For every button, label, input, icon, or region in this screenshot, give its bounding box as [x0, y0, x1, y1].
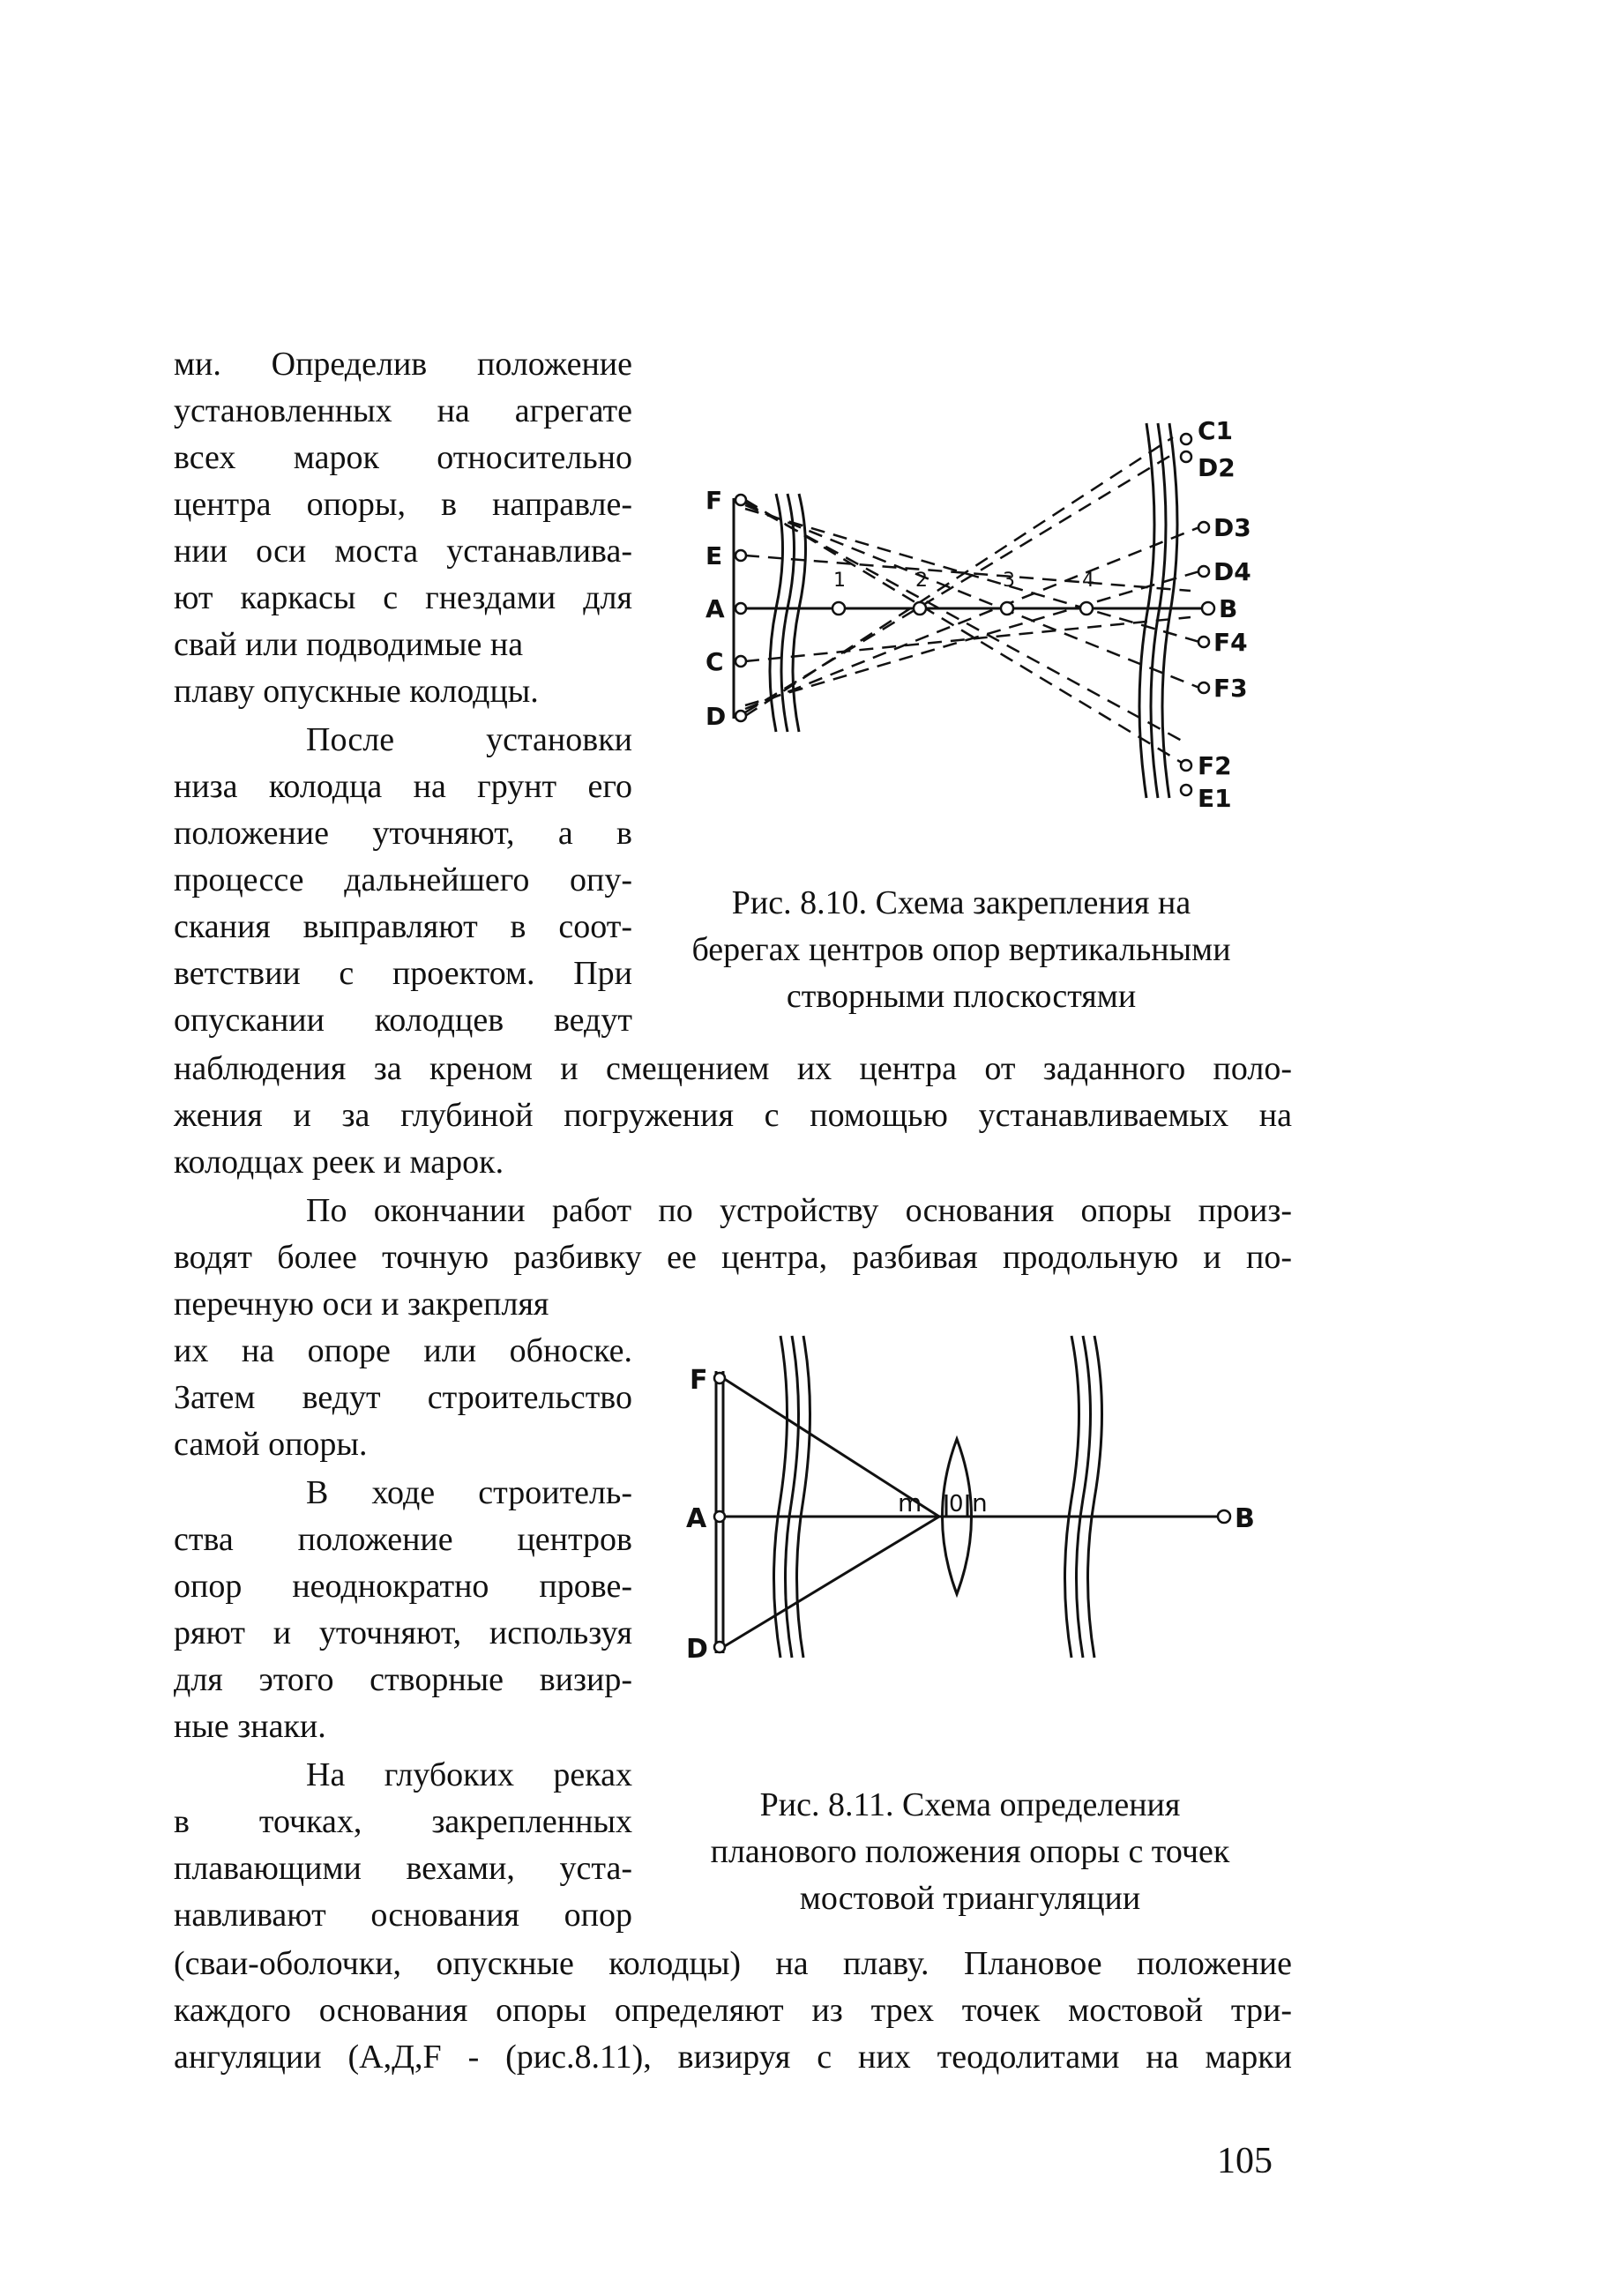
axis-point-label: 1	[833, 570, 846, 592]
text-line: в точках, закрепленных	[174, 1803, 632, 1840]
text-line: На глубоких реках	[306, 1756, 632, 1793]
text-line: опускании колодцев ведут	[174, 1002, 632, 1039]
caption-line: Рис. 8.11. Схема определения	[759, 1786, 1181, 1823]
pier-label: 0	[949, 1491, 964, 1517]
point-label: E1	[1198, 784, 1232, 813]
point-label: C1	[1198, 416, 1234, 445]
text-line: низа колодца на грунт его	[174, 768, 632, 805]
point-label: A	[686, 1503, 707, 1534]
text-line: нии оси моста устанавлива-	[174, 533, 632, 570]
point-label: B	[1235, 1503, 1255, 1534]
point-label: B	[1219, 594, 1238, 623]
text-line: центра опоры, в направле-	[174, 486, 632, 523]
text-line: плаву опускные колодцы.	[174, 673, 539, 710]
text-line: навливают основания опор	[174, 1897, 632, 1934]
text-line: установленных на агрегате	[174, 392, 632, 429]
caption-line: мостовой триангуляции	[799, 1880, 1141, 1917]
caption-line: Рис. 8.10. Схема закрепления на	[731, 884, 1191, 921]
text-line: ные знаки.	[174, 1708, 326, 1745]
point-label: D2	[1198, 453, 1236, 482]
text-line: скания выправляют в соот-	[174, 908, 632, 945]
pier-label: m	[898, 1488, 922, 1517]
axis-point-label: 3	[1003, 570, 1015, 592]
text-line: процессе дальнейшего опу-	[174, 861, 632, 898]
point-label: D	[705, 702, 727, 731]
text-line: (сваи-оболочки, опускные колодцы) на плаву. Плановое положение	[174, 1945, 1292, 1982]
text-line: для этого створные визир-	[174, 1661, 632, 1698]
text-line: всех марок относительно	[174, 439, 632, 476]
text-line: В ходе строитель-	[306, 1474, 632, 1511]
text-line: колодцах реек и марок.	[174, 1144, 504, 1181]
figure-8-11-diagram	[679, 1314, 1261, 1684]
page-number: 105	[1217, 2141, 1273, 2181]
caption-line: берегах центров опор вертикальными	[691, 931, 1231, 968]
text-line: опор неоднократно прове-	[174, 1568, 632, 1605]
point-label: F4	[1213, 628, 1248, 657]
text-line: По окончании работ по устройству основания опоры произ-	[306, 1192, 1292, 1229]
caption-line: створными плоскостями	[786, 978, 1137, 1015]
pier-label: n	[972, 1488, 988, 1517]
text-line: ветствии с проектом. При	[174, 955, 632, 992]
text-line: ми. Определив положение	[174, 346, 632, 383]
text-line: положение уточняют, а в	[174, 815, 632, 852]
axis-point-label: 2	[915, 570, 928, 592]
point-label: F	[705, 486, 723, 515]
text-line: ства положение центров	[174, 1521, 632, 1558]
text-line: ют каркасы с гнездами для	[174, 579, 632, 616]
point-label: E	[705, 541, 723, 570]
text-line: свай или подводимые на	[174, 626, 524, 663]
point-label: A	[705, 594, 725, 623]
point-label: D3	[1213, 513, 1251, 542]
point-label: D	[686, 1634, 708, 1665]
point-label: F3	[1213, 674, 1248, 703]
text-line: плавающими вехами, уста-	[174, 1850, 632, 1887]
point-label: F	[690, 1365, 708, 1396]
point-label: D4	[1213, 557, 1251, 586]
text-line: Затем ведут строительство	[174, 1379, 632, 1416]
point-label: F2	[1198, 751, 1232, 780]
text-line: их на опоре или обноске.	[174, 1332, 632, 1369]
text-line: жения и за глубиной погружения с помощью устанавливаемых на	[174, 1097, 1292, 1134]
text-line: После установки	[306, 721, 632, 758]
axis-point-label: 4	[1082, 570, 1094, 592]
text-line: ряют и уточняют, используя	[174, 1614, 632, 1651]
text-line: наблюдения за креном и смещением их центра от заданного поло-	[174, 1050, 1292, 1087]
text-line: самой опоры.	[174, 1426, 368, 1463]
text-line: перечную оси и закрепляя	[174, 1286, 549, 1323]
text-line: водят более точную разбивку ее центра, разбивая продольную и по-	[174, 1239, 1292, 1276]
caption-line: планового положения опоры с точек	[710, 1833, 1230, 1870]
figure-8-10-diagram	[688, 406, 1305, 829]
point-label: C	[705, 647, 724, 676]
text-line: ангуляции (А,Д,F - (рис.8.11), визируя с них теодолитами на марки	[174, 2039, 1292, 2076]
text-line: каждого основания опоры определяют из трех точек мостовой три-	[174, 1992, 1292, 2029]
